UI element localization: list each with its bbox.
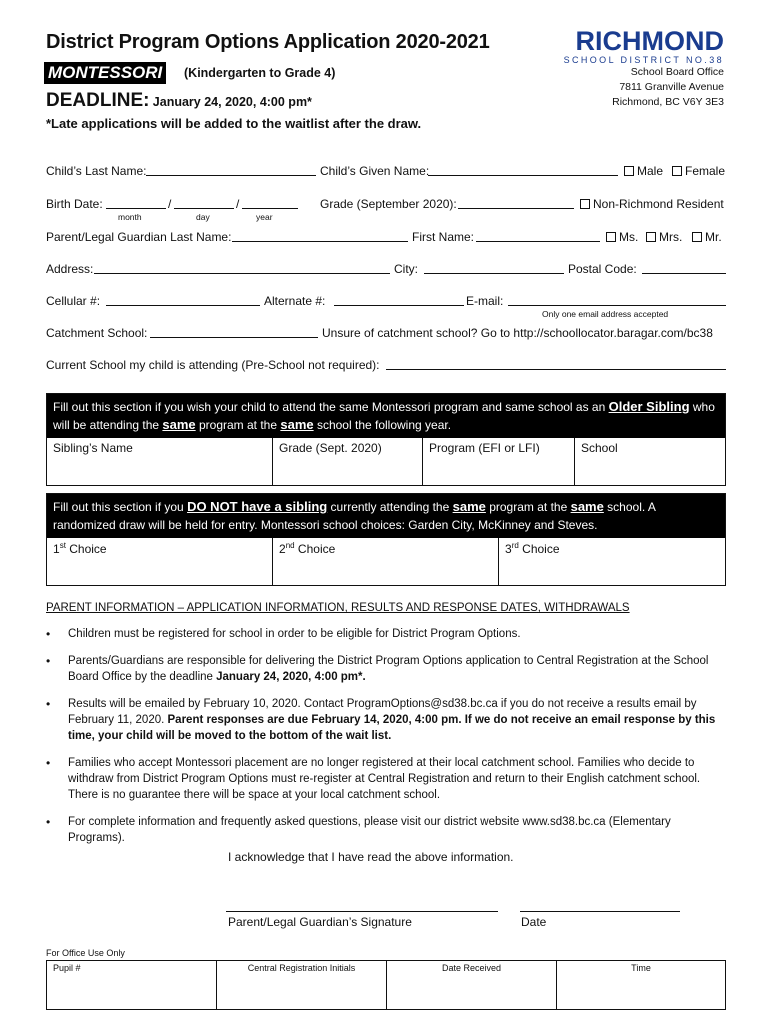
first-name-label: First Name: xyxy=(412,230,475,244)
district-logo xyxy=(564,27,724,66)
city-field[interactable] xyxy=(424,262,564,274)
email-note: Only one email address accepted xyxy=(542,309,669,319)
mrs-option[interactable] xyxy=(646,230,682,244)
sibling-name-cell[interactable]: Sibling’s Name xyxy=(47,438,273,485)
logo-name: RICHMOND xyxy=(575,26,724,56)
no-sibling-section xyxy=(46,493,726,586)
list-item: • Parents/Guardians are responsible for delivering the District Program Options application to Central Registration at the School Board Office by the deadline January 24, 2020, 4:00 pm*. xyxy=(46,653,730,685)
signature-label: Parent/Legal Guardian’s Signature xyxy=(228,915,412,929)
time-cell: Time xyxy=(631,963,651,973)
sibling-school-cell[interactable]: School xyxy=(581,441,618,455)
email-label: E-mail: xyxy=(466,294,504,308)
alternate-label: Alternate #: xyxy=(264,294,326,308)
date-label: Date xyxy=(521,915,547,929)
form-title: District Program Options Application 2020-2021 xyxy=(46,31,490,53)
male-option[interactable] xyxy=(624,164,663,178)
address-line: 7811 Granville Avenue xyxy=(619,81,724,93)
mr-label: Mr. xyxy=(705,230,722,244)
deadline xyxy=(46,90,312,112)
month-hint: month xyxy=(118,212,142,222)
list-item: • For complete information and frequently asked questions, please visit our district website www.sd38.bc.ca (Elementary Programs). xyxy=(46,814,730,846)
pupil-number-cell: Pupil # xyxy=(47,961,217,1009)
female-option[interactable] xyxy=(672,164,725,178)
postal-label: Postal Code: xyxy=(568,262,637,276)
choice-table xyxy=(47,538,725,585)
row-parent-name xyxy=(46,230,726,250)
row-child-name xyxy=(46,164,726,184)
first-name-field[interactable] xyxy=(476,230,600,242)
female-checkbox[interactable] xyxy=(672,166,682,176)
sibling-program-cell[interactable]: Program (EFI or LFI) xyxy=(423,438,575,485)
birth-date-label: Birth Date: xyxy=(46,197,103,211)
male-label: Male xyxy=(637,164,664,178)
mrs-label: Mrs. xyxy=(659,230,683,244)
catchment-help: Unsure of catchment school? Go to http://schoollocator.baragar.com/bc38 xyxy=(322,326,713,340)
cellular-field[interactable] xyxy=(106,294,260,306)
no-sibling-section-instructions: Fill out this section if you DO NOT have a sibling currently attending the same program at the same school. A randomized draw will be held for entry. Montessori school choices: Garden City, McKinney and Steves. xyxy=(47,494,725,538)
list-item: • Results will be emailed by February 10, 2020. Contact ProgramOptions@sd38.bc.ca if you do not receive a results email by February 11, 2020. Parent responses are due February 14, 2020, 4:00 pm. If we do not receive an email response by this time, your child will be moved to the bottom of the wait list. xyxy=(46,696,730,744)
first-choice-cell[interactable]: 1st Choice xyxy=(47,538,273,585)
birth-year-field[interactable] xyxy=(242,197,298,209)
ms-option[interactable] xyxy=(606,230,638,244)
row-birth-date: Birth Date: / / month day year Grade (September 2020): Non-Richmond Resident xyxy=(46,197,724,222)
parent-last-label: Parent/Legal Guardian Last Name: xyxy=(46,230,232,244)
mr-option[interactable] xyxy=(692,230,722,244)
non-richmond-option[interactable] xyxy=(580,197,724,211)
city-label: City: xyxy=(394,262,418,276)
sibling-section xyxy=(46,393,726,486)
grade-range: (Kindergarten to Grade 4) xyxy=(184,66,336,80)
sibling-table xyxy=(47,438,725,485)
day-hint: day xyxy=(196,212,210,222)
female-label: Female xyxy=(685,164,726,178)
mr-checkbox[interactable] xyxy=(692,232,702,242)
list-item: • Families who accept Montessori placement are no longer registered at their local catchment school. Families who decide to withdraw from District Program Options must re-register at Central Registration and return to their English catchment school. There is no guarantee there will be space at your local catchment school. xyxy=(46,755,730,803)
year-hint: year xyxy=(256,212,273,222)
program-badge: MONTESSORI xyxy=(44,62,166,84)
date-field[interactable] xyxy=(520,910,680,912)
address-label: Address: xyxy=(46,262,94,276)
address-line: School Board Office xyxy=(630,66,724,78)
mrs-checkbox[interactable] xyxy=(646,232,656,242)
row-catchment xyxy=(46,326,726,346)
late-note: *Late applications will be added to the waitlist after the draw. xyxy=(46,116,422,131)
email-field[interactable] xyxy=(508,294,726,306)
sibling-section-instructions: Fill out this section if you wish your child to attend the same Montessori program and same school as an Older Sibling who will be attending the same program at the same school the following year. xyxy=(47,394,725,438)
current-school-label: Current School my child is attending (Pre-School not required): xyxy=(46,358,380,372)
deadline-label: DEADLINE: xyxy=(46,90,150,111)
registration-initials-cell: Central Registration Initials xyxy=(217,961,387,1009)
alternate-field[interactable] xyxy=(334,294,464,306)
ms-label: Ms. xyxy=(619,230,639,244)
info-title: PARENT INFORMATION – APPLICATION INFORMATION, RESULTS AND RESPONSE DATES, WITHDRAWALS xyxy=(46,602,630,614)
ms-checkbox[interactable] xyxy=(606,232,616,242)
acknowledge-text: I acknowledge that I have read the above information. xyxy=(228,850,514,864)
row-address xyxy=(46,262,726,282)
non-richmond-checkbox[interactable] xyxy=(580,199,590,209)
last-name-label: Child’s Last Name: xyxy=(46,164,147,178)
info-list xyxy=(46,626,730,857)
address-line: Richmond, BC V6Y 3E3 xyxy=(612,96,724,108)
given-name-label: Child’s Given Name: xyxy=(320,164,430,178)
catchment-label: Catchment School: xyxy=(46,326,148,340)
given-name-field[interactable] xyxy=(428,164,618,176)
row-contact xyxy=(46,294,726,322)
signature-field[interactable] xyxy=(226,910,498,912)
second-choice-cell[interactable]: 2nd Choice xyxy=(273,538,499,585)
third-choice-cell[interactable]: 3rd Choice xyxy=(505,541,560,556)
birth-month-field[interactable] xyxy=(106,197,166,209)
postal-field[interactable] xyxy=(642,262,726,274)
male-checkbox[interactable] xyxy=(624,166,634,176)
sibling-grade-cell[interactable]: Grade (Sept. 2020) xyxy=(273,438,423,485)
birth-day-field[interactable] xyxy=(174,197,234,209)
current-school-field[interactable] xyxy=(386,358,726,370)
list-item: • Children must be registered for school in order to be eligible for District Program Options. xyxy=(46,626,730,642)
logo-subtitle: SCHOOL DISTRICT NO.38 xyxy=(563,55,724,65)
grade-label: Grade (September 2020): xyxy=(320,197,457,211)
date-received-cell: Date Received xyxy=(387,961,557,1009)
parent-last-field[interactable] xyxy=(232,230,408,242)
grade-field[interactable] xyxy=(458,197,574,209)
row-current-school xyxy=(46,358,726,378)
office-use-label: For Office Use Only xyxy=(46,948,125,958)
last-name-field[interactable] xyxy=(146,164,316,176)
office-use-table xyxy=(46,960,726,1010)
cellular-label: Cellular #: xyxy=(46,294,101,308)
deadline-value: January 24, 2020, 4:00 pm* xyxy=(152,95,312,109)
address-field[interactable] xyxy=(94,262,390,274)
non-richmond-label: Non-Richmond Resident xyxy=(593,197,724,211)
office-address xyxy=(612,65,724,110)
catchment-field[interactable] xyxy=(150,326,318,338)
